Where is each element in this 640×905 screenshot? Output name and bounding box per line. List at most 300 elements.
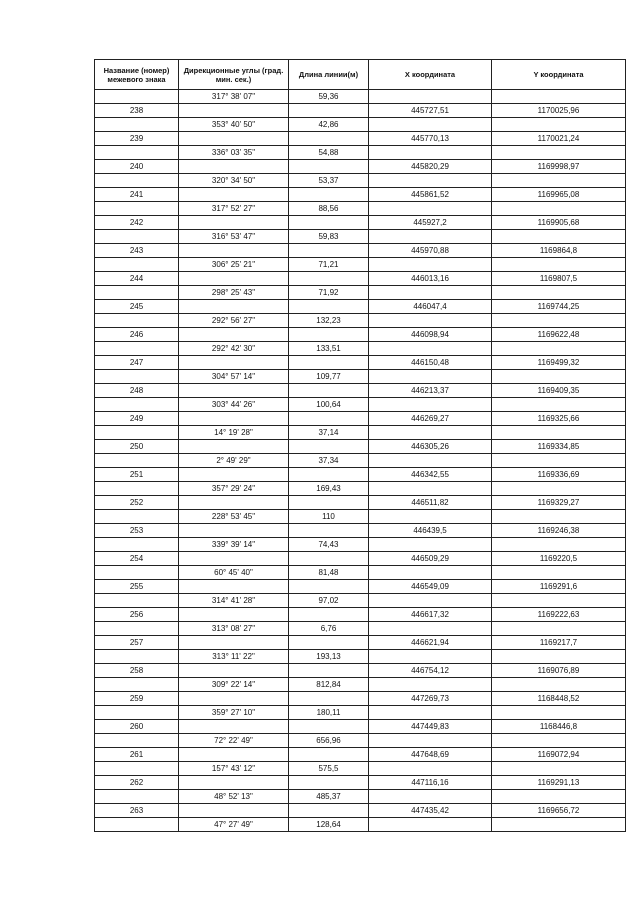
line-length-cell: 6,76 — [289, 622, 369, 636]
point-length-cell — [289, 552, 369, 566]
x-coordinate-cell: 446754,12 — [369, 664, 492, 678]
point-name-cell: 251 — [95, 468, 179, 482]
point-row — [95, 608, 626, 622]
point-angle-cell — [179, 664, 289, 678]
point-name-cell: 248 — [95, 384, 179, 398]
line-length-cell: 42,86 — [289, 118, 369, 132]
segment-x-cell — [369, 426, 492, 440]
point-angle-cell — [179, 132, 289, 146]
point-name-cell: 243 — [95, 244, 179, 258]
segment-name-cell — [95, 790, 179, 804]
y-coordinate-cell: 1169744,25 — [492, 300, 626, 314]
segment-x-cell — [369, 314, 492, 328]
segment-name-cell — [95, 202, 179, 216]
x-coordinate-cell: 446342,55 — [369, 468, 492, 482]
segment-row — [95, 734, 626, 748]
point-angle-cell — [179, 580, 289, 594]
point-length-cell — [289, 104, 369, 118]
point-row — [95, 804, 626, 818]
point-angle-cell — [179, 188, 289, 202]
x-coordinate-cell: 446213,37 — [369, 384, 492, 398]
y-coordinate-cell: 1169222,63 — [492, 608, 626, 622]
segment-x-cell — [369, 678, 492, 692]
segment-row — [95, 258, 626, 272]
line-length-cell: 71,21 — [289, 258, 369, 272]
line-length-cell: 71,92 — [289, 286, 369, 300]
point-length-cell — [289, 468, 369, 482]
point-row — [95, 244, 626, 258]
y-coordinate-cell: 1169656,72 — [492, 804, 626, 818]
direction-angle-cell: 336° 03' 35" — [179, 146, 289, 160]
point-row — [95, 216, 626, 230]
line-length-cell: 485,37 — [289, 790, 369, 804]
segment-name-cell — [95, 734, 179, 748]
direction-angle-cell: 316° 53' 47" — [179, 230, 289, 244]
direction-angle-cell: 313° 08' 27" — [179, 622, 289, 636]
line-length-cell: 132,23 — [289, 314, 369, 328]
x-coordinate-cell: 445770,13 — [369, 132, 492, 146]
segment-x-cell — [369, 650, 492, 664]
y-coordinate-cell: 1169325,66 — [492, 412, 626, 426]
direction-angle-cell: 72° 22' 49" — [179, 734, 289, 748]
direction-angle-cell: 317° 52' 27" — [179, 202, 289, 216]
header-angle: Дирекционные углы (град. мин. сек.) — [179, 60, 289, 90]
point-row — [95, 580, 626, 594]
direction-angle-cell: 14° 19' 28" — [179, 426, 289, 440]
direction-angle-cell: 306° 25' 21" — [179, 258, 289, 272]
segment-name-cell — [95, 454, 179, 468]
point-name-cell: 247 — [95, 356, 179, 370]
x-coordinate-cell: 446047,4 — [369, 300, 492, 314]
point-angle-cell — [179, 804, 289, 818]
segment-name-cell — [95, 314, 179, 328]
line-length-cell: 59,83 — [289, 230, 369, 244]
segment-y-cell — [492, 174, 626, 188]
direction-angle-cell: 317° 38' 07" — [179, 90, 289, 104]
segment-y-cell — [492, 650, 626, 664]
point-angle-cell — [179, 748, 289, 762]
segment-x-cell — [369, 118, 492, 132]
segment-name-cell — [95, 118, 179, 132]
segment-name-cell — [95, 258, 179, 272]
point-length-cell — [289, 188, 369, 202]
segment-x-cell — [369, 734, 492, 748]
point-length-cell — [289, 132, 369, 146]
direction-angle-cell: 314° 41' 28" — [179, 594, 289, 608]
segment-x-cell — [369, 706, 492, 720]
y-coordinate-cell: 1169291,13 — [492, 776, 626, 790]
point-name-cell: 250 — [95, 440, 179, 454]
segment-row — [95, 706, 626, 720]
point-row — [95, 636, 626, 650]
segment-x-cell — [369, 622, 492, 636]
point-length-cell — [289, 300, 369, 314]
segment-row — [95, 90, 626, 104]
segment-name-cell — [95, 398, 179, 412]
point-length-cell — [289, 524, 369, 538]
direction-angle-cell: 47° 27' 49" — [179, 818, 289, 832]
y-coordinate-cell: 1170021,24 — [492, 132, 626, 146]
x-coordinate-cell: 446269,27 — [369, 412, 492, 426]
segment-y-cell — [492, 734, 626, 748]
segment-x-cell — [369, 482, 492, 496]
direction-angle-cell: 292° 56' 27" — [179, 314, 289, 328]
point-row — [95, 692, 626, 706]
point-angle-cell — [179, 636, 289, 650]
segment-x-cell — [369, 510, 492, 524]
survey-coordinates-table — [94, 59, 626, 832]
direction-angle-cell: 309° 22' 14" — [179, 678, 289, 692]
point-name-cell: 242 — [95, 216, 179, 230]
line-length-cell: 656,96 — [289, 734, 369, 748]
x-coordinate-cell: 445970,88 — [369, 244, 492, 258]
point-row — [95, 272, 626, 286]
point-row — [95, 104, 626, 118]
point-name-cell: 259 — [95, 692, 179, 706]
line-length-cell: 74,43 — [289, 538, 369, 552]
y-coordinate-cell: 1169864,8 — [492, 244, 626, 258]
point-name-cell: 252 — [95, 496, 179, 510]
direction-angle-cell: 313° 11' 22" — [179, 650, 289, 664]
point-angle-cell — [179, 496, 289, 510]
point-name-cell: 262 — [95, 776, 179, 790]
segment-name-cell — [95, 818, 179, 832]
point-name-cell: 246 — [95, 328, 179, 342]
segment-y-cell — [492, 678, 626, 692]
segment-name-cell — [95, 426, 179, 440]
header-length: Длина линии(м) — [289, 60, 369, 90]
segment-x-cell — [369, 230, 492, 244]
y-coordinate-cell: 1169291,6 — [492, 580, 626, 594]
x-coordinate-cell: 446013,16 — [369, 272, 492, 286]
point-row — [95, 132, 626, 146]
direction-angle-cell: 304° 57' 14" — [179, 370, 289, 384]
x-coordinate-cell: 445820,29 — [369, 160, 492, 174]
table-header-row — [95, 60, 626, 90]
segment-name-cell — [95, 622, 179, 636]
segment-y-cell — [492, 454, 626, 468]
segment-y-cell — [492, 510, 626, 524]
point-name-cell: 249 — [95, 412, 179, 426]
point-name-cell: 261 — [95, 748, 179, 762]
point-angle-cell — [179, 384, 289, 398]
y-coordinate-cell: 1169807,5 — [492, 272, 626, 286]
point-length-cell — [289, 664, 369, 678]
point-length-cell — [289, 804, 369, 818]
line-length-cell: 97,02 — [289, 594, 369, 608]
point-name-cell: 239 — [95, 132, 179, 146]
segment-y-cell — [492, 202, 626, 216]
point-angle-cell — [179, 356, 289, 370]
point-row — [95, 412, 626, 426]
point-length-cell — [289, 440, 369, 454]
direction-angle-cell: 320° 34' 50" — [179, 174, 289, 188]
segment-y-cell — [492, 482, 626, 496]
point-name-cell: 255 — [95, 580, 179, 594]
line-length-cell: 193,13 — [289, 650, 369, 664]
x-coordinate-cell: 446621,94 — [369, 636, 492, 650]
point-row — [95, 440, 626, 454]
line-length-cell: 180,11 — [289, 706, 369, 720]
segment-name-cell — [95, 650, 179, 664]
point-length-cell — [289, 160, 369, 174]
point-angle-cell — [179, 216, 289, 230]
segment-y-cell — [492, 258, 626, 272]
segment-row — [95, 230, 626, 244]
y-coordinate-cell: 1169246,38 — [492, 524, 626, 538]
segment-row — [95, 146, 626, 160]
point-row — [95, 328, 626, 342]
line-length-cell: 37,14 — [289, 426, 369, 440]
direction-angle-cell: 157° 43' 12" — [179, 762, 289, 776]
line-length-cell: 128,64 — [289, 818, 369, 832]
segment-name-cell — [95, 762, 179, 776]
point-angle-cell — [179, 272, 289, 286]
x-coordinate-cell: 446511,82 — [369, 496, 492, 510]
point-row — [95, 720, 626, 734]
segment-name-cell — [95, 230, 179, 244]
segment-name-cell — [95, 370, 179, 384]
y-coordinate-cell: 1169499,32 — [492, 356, 626, 370]
segment-x-cell — [369, 762, 492, 776]
line-length-cell: 81,48 — [289, 566, 369, 580]
y-coordinate-cell: 1169998,97 — [492, 160, 626, 174]
segment-row — [95, 510, 626, 524]
segment-x-cell — [369, 342, 492, 356]
segment-name-cell — [95, 538, 179, 552]
y-coordinate-cell: 1169336,69 — [492, 468, 626, 482]
point-angle-cell — [179, 244, 289, 258]
segment-name-cell — [95, 146, 179, 160]
x-coordinate-cell: 446305,26 — [369, 440, 492, 454]
point-length-cell — [289, 384, 369, 398]
segment-y-cell — [492, 790, 626, 804]
segment-y-cell — [492, 286, 626, 300]
point-length-cell — [289, 216, 369, 230]
segment-y-cell — [492, 370, 626, 384]
point-length-cell — [289, 580, 369, 594]
point-angle-cell — [179, 412, 289, 426]
segment-row — [95, 594, 626, 608]
y-coordinate-cell: 1169622,48 — [492, 328, 626, 342]
segment-row — [95, 650, 626, 664]
table-body — [95, 90, 626, 832]
x-coordinate-cell: 446509,29 — [369, 552, 492, 566]
segment-name-cell — [95, 286, 179, 300]
point-angle-cell — [179, 300, 289, 314]
segment-y-cell — [492, 566, 626, 580]
segment-y-cell — [492, 538, 626, 552]
segment-x-cell — [369, 454, 492, 468]
direction-angle-cell: 48° 52' 13" — [179, 790, 289, 804]
segment-x-cell — [369, 566, 492, 580]
y-coordinate-cell: 1169217,7 — [492, 636, 626, 650]
segment-row — [95, 790, 626, 804]
segment-y-cell — [492, 706, 626, 720]
segment-name-cell — [95, 90, 179, 104]
header-name: Название (номер) межевого знака — [95, 60, 179, 90]
y-coordinate-cell: 1170025,96 — [492, 104, 626, 118]
segment-name-cell — [95, 510, 179, 524]
y-coordinate-cell: 1169905,68 — [492, 216, 626, 230]
segment-y-cell — [492, 314, 626, 328]
segment-row — [95, 622, 626, 636]
direction-angle-cell: 303° 44' 26" — [179, 398, 289, 412]
direction-angle-cell: 2° 49' 29" — [179, 454, 289, 468]
y-coordinate-cell: 1169965,08 — [492, 188, 626, 202]
segment-row — [95, 286, 626, 300]
x-coordinate-cell: 446150,48 — [369, 356, 492, 370]
x-coordinate-cell: 445861,52 — [369, 188, 492, 202]
segment-x-cell — [369, 202, 492, 216]
segment-y-cell — [492, 622, 626, 636]
segment-x-cell — [369, 818, 492, 832]
point-row — [95, 496, 626, 510]
point-length-cell — [289, 412, 369, 426]
y-coordinate-cell: 1169076,89 — [492, 664, 626, 678]
segment-row — [95, 538, 626, 552]
point-name-cell: 260 — [95, 720, 179, 734]
point-angle-cell — [179, 524, 289, 538]
point-name-cell: 244 — [95, 272, 179, 286]
point-name-cell: 253 — [95, 524, 179, 538]
segment-row — [95, 398, 626, 412]
segment-x-cell — [369, 146, 492, 160]
y-coordinate-cell: 1168446,8 — [492, 720, 626, 734]
direction-angle-cell: 60° 45' 40" — [179, 566, 289, 580]
direction-angle-cell: 359° 27' 10" — [179, 706, 289, 720]
segment-y-cell — [492, 230, 626, 244]
point-angle-cell — [179, 328, 289, 342]
segment-y-cell — [492, 342, 626, 356]
direction-angle-cell: 339° 39' 14" — [179, 538, 289, 552]
direction-angle-cell: 228° 53' 45" — [179, 510, 289, 524]
y-coordinate-cell: 1169409,35 — [492, 384, 626, 398]
point-length-cell — [289, 608, 369, 622]
point-name-cell: 256 — [95, 608, 179, 622]
point-row — [95, 384, 626, 398]
line-length-cell: 575,5 — [289, 762, 369, 776]
segment-row — [95, 370, 626, 384]
line-length-cell: 37,34 — [289, 454, 369, 468]
x-coordinate-cell: 446549,09 — [369, 580, 492, 594]
point-row — [95, 188, 626, 202]
segment-row — [95, 566, 626, 580]
y-coordinate-cell: 1168448,52 — [492, 692, 626, 706]
point-length-cell — [289, 720, 369, 734]
segment-x-cell — [369, 538, 492, 552]
y-coordinate-cell: 1169329,27 — [492, 496, 626, 510]
y-coordinate-cell: 1169334,85 — [492, 440, 626, 454]
point-row — [95, 748, 626, 762]
segment-row — [95, 678, 626, 692]
segment-x-cell — [369, 90, 492, 104]
point-angle-cell — [179, 440, 289, 454]
point-angle-cell — [179, 160, 289, 174]
x-coordinate-cell: 446098,94 — [369, 328, 492, 342]
segment-x-cell — [369, 790, 492, 804]
point-row — [95, 300, 626, 314]
segment-x-cell — [369, 286, 492, 300]
point-angle-cell — [179, 104, 289, 118]
segment-row — [95, 174, 626, 188]
x-coordinate-cell: 446439,5 — [369, 524, 492, 538]
direction-angle-cell: 353° 40' 50" — [179, 118, 289, 132]
point-length-cell — [289, 748, 369, 762]
point-row — [95, 524, 626, 538]
line-length-cell: 59,36 — [289, 90, 369, 104]
line-length-cell: 812,84 — [289, 678, 369, 692]
point-angle-cell — [179, 552, 289, 566]
segment-y-cell — [492, 426, 626, 440]
line-length-cell: 54,88 — [289, 146, 369, 160]
point-angle-cell — [179, 776, 289, 790]
y-coordinate-cell: 1169072,94 — [492, 748, 626, 762]
segment-name-cell — [95, 482, 179, 496]
segment-name-cell — [95, 174, 179, 188]
segment-x-cell — [369, 398, 492, 412]
point-row — [95, 468, 626, 482]
y-coordinate-cell: 1169220,5 — [492, 552, 626, 566]
point-length-cell — [289, 636, 369, 650]
point-name-cell: 254 — [95, 552, 179, 566]
point-row — [95, 664, 626, 678]
direction-angle-cell: 298° 25' 43" — [179, 286, 289, 300]
segment-row — [95, 342, 626, 356]
x-coordinate-cell: 447269,73 — [369, 692, 492, 706]
segment-row — [95, 482, 626, 496]
segment-row — [95, 314, 626, 328]
segment-x-cell — [369, 258, 492, 272]
point-name-cell: 238 — [95, 104, 179, 118]
line-length-cell: 109,77 — [289, 370, 369, 384]
point-name-cell: 258 — [95, 664, 179, 678]
point-row — [95, 160, 626, 174]
line-length-cell: 169,43 — [289, 482, 369, 496]
point-row — [95, 552, 626, 566]
segment-row — [95, 454, 626, 468]
segment-row — [95, 762, 626, 776]
segment-row — [95, 818, 626, 832]
line-length-cell: 110 — [289, 510, 369, 524]
header-x: X координата — [369, 60, 492, 90]
x-coordinate-cell: 445727,51 — [369, 104, 492, 118]
point-name-cell: 240 — [95, 160, 179, 174]
point-length-cell — [289, 272, 369, 286]
point-name-cell: 263 — [95, 804, 179, 818]
point-length-cell — [289, 328, 369, 342]
header-y: Y координата — [492, 60, 626, 90]
point-name-cell: 257 — [95, 636, 179, 650]
point-angle-cell — [179, 692, 289, 706]
segment-name-cell — [95, 342, 179, 356]
x-coordinate-cell: 446617,32 — [369, 608, 492, 622]
point-angle-cell — [179, 608, 289, 622]
segment-x-cell — [369, 370, 492, 384]
segment-name-cell — [95, 594, 179, 608]
line-length-cell: 100,64 — [289, 398, 369, 412]
point-row — [95, 356, 626, 370]
point-length-cell — [289, 244, 369, 258]
segment-y-cell — [492, 146, 626, 160]
point-length-cell — [289, 356, 369, 370]
line-length-cell: 88,56 — [289, 202, 369, 216]
segment-y-cell — [492, 398, 626, 412]
segment-x-cell — [369, 594, 492, 608]
direction-angle-cell: 357° 29' 24" — [179, 482, 289, 496]
x-coordinate-cell: 447116,16 — [369, 776, 492, 790]
segment-row — [95, 118, 626, 132]
